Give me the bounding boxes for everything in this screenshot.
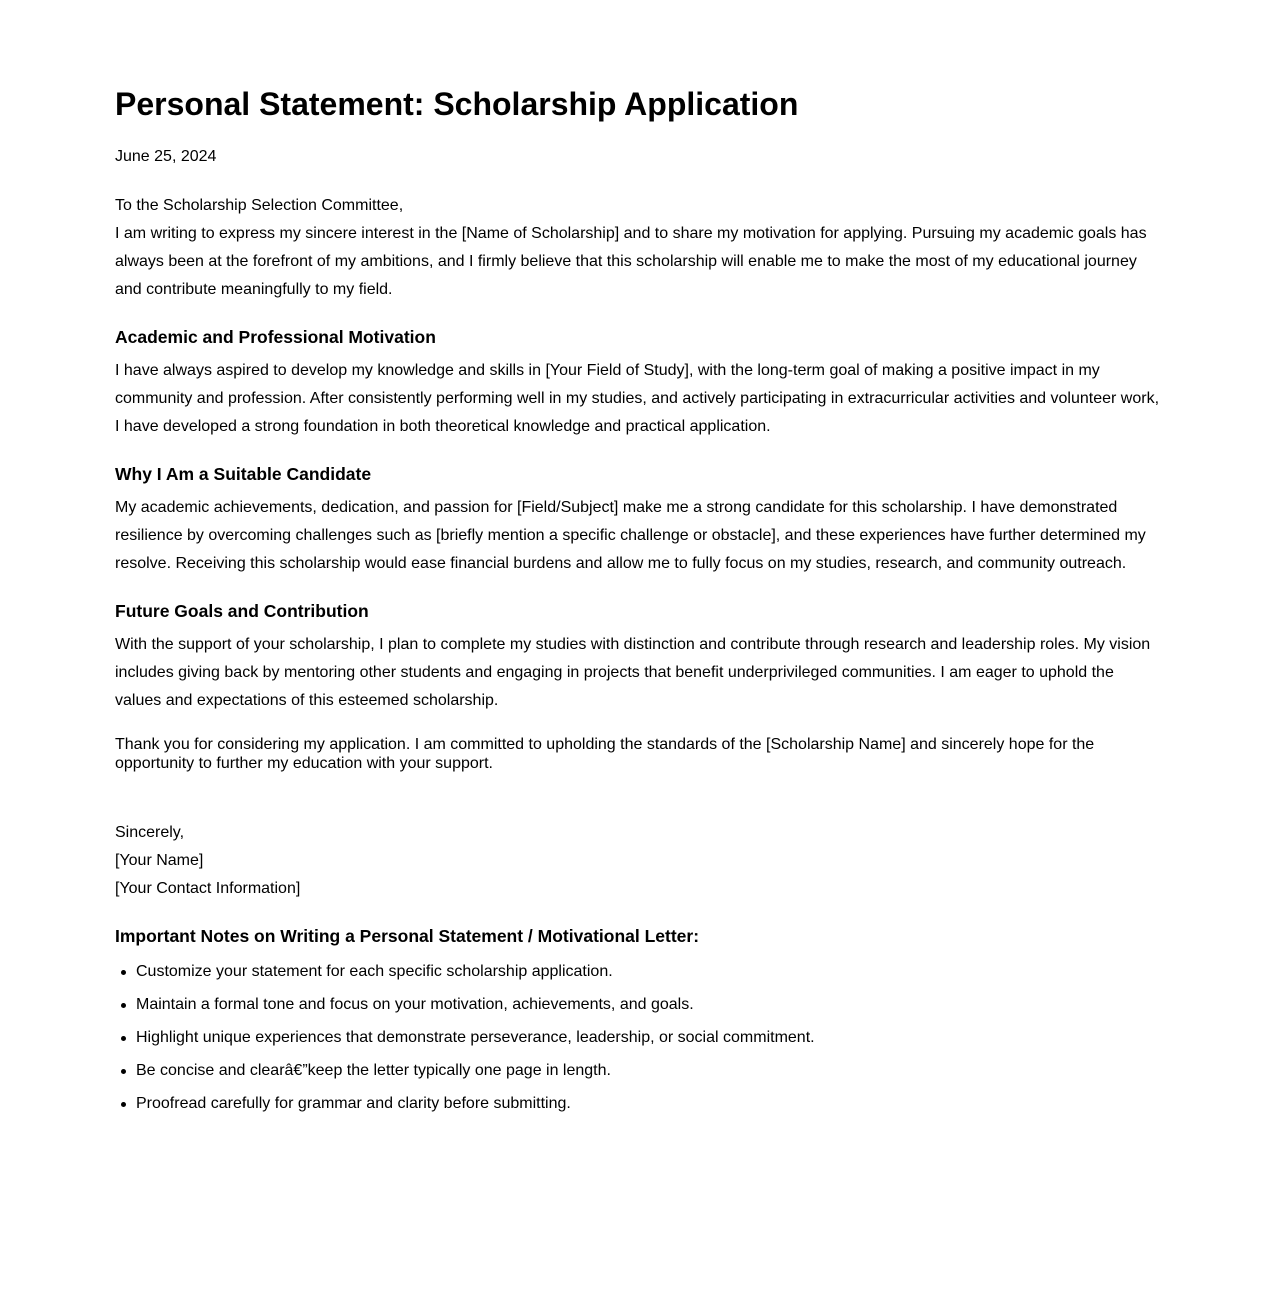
list-item: Highlight unique experiences that demonstrate perseverance, leadership, or social commitment. xyxy=(136,1024,1163,1052)
intro-text: I am writing to express my sincere interest in the [Name of Scholarship] and to share my motivation for applying. Pursuing my academic goals has always been at the forefront of my ambitions, and I firmly believe that this scholarship will enable me to make the most of my educational journey and contribute meaningfully to my field. xyxy=(115,225,1147,299)
notes-heading: Important Notes on Writing a Personal Statement / Motivational Letter: xyxy=(115,926,700,947)
salutation-line: To the Scholarship Selection Committee, xyxy=(115,197,404,215)
section-body-suitable-candidate: My academic achievements, dedication, and passion for [Field/Subject] make me a strong candidate for this scholarship. I have demonstrated resilience by overcoming challenges such as [briefly mention a specific challenge or obstacle], and these experiences have further determined my resolve. Receiving this scholarship would ease financial burdens and allow me to fully focus on my studies, research, and community outreach. xyxy=(115,499,1146,573)
signature-name-placeholder: [Your Name] xyxy=(115,852,204,870)
closing-paragraph: Thank you for considering my application. I am committed to upholding the standards of the [Scholarship Name] and sincerely hope for the opportunity to further my education with your support. xyxy=(115,736,1095,773)
list-item: Be concise and clearâ€”keep the letter typically one page in length. xyxy=(136,1057,1163,1085)
document-content xyxy=(115,85,1163,1118)
notes-list xyxy=(115,958,1163,1118)
signature-contact-placeholder: [Your Contact Information] xyxy=(115,880,301,898)
section-heading-future-goals: Future Goals and Contribution xyxy=(115,601,369,622)
section-body-future-goals: With the support of your scholarship, I plan to complete my studies with distinction and contribute through research and leadership roles. My vision includes giving back by mentoring other students and engaging in projects that benefit underprivileged communities. I am eager to uphold the values and expectations of this esteemed scholarship. xyxy=(115,636,1151,710)
document-date: June 25, 2024 xyxy=(115,148,217,166)
intro-paragraph xyxy=(115,192,1163,304)
list-item: Maintain a formal tone and focus on your motivation, achievements, and goals. xyxy=(136,991,1163,1019)
list-item: Customize your statement for each specific scholarship application. xyxy=(136,958,1163,986)
list-item: Proofread carefully for grammar and clarity before submitting. xyxy=(136,1090,1163,1118)
section-heading-academic-motivation: Academic and Professional Motivation xyxy=(115,327,436,348)
section-body-academic-motivation: I have always aspired to develop my knowledge and skills in [Your Field of Study], with the long-term goal of making a positive impact in my community and profession. After consistently performing well in my studies, and actively participating in extracurricular activities and volunteer work, I have developed a strong foundation in both theoretical knowledge and practical application. xyxy=(115,362,1160,436)
signature-valediction: Sincerely, xyxy=(115,824,185,842)
section-heading-suitable-candidate: Why I Am a Suitable Candidate xyxy=(115,464,372,485)
page-title: Personal Statement: Scholarship Application xyxy=(115,86,799,122)
signature-block xyxy=(115,819,1163,903)
